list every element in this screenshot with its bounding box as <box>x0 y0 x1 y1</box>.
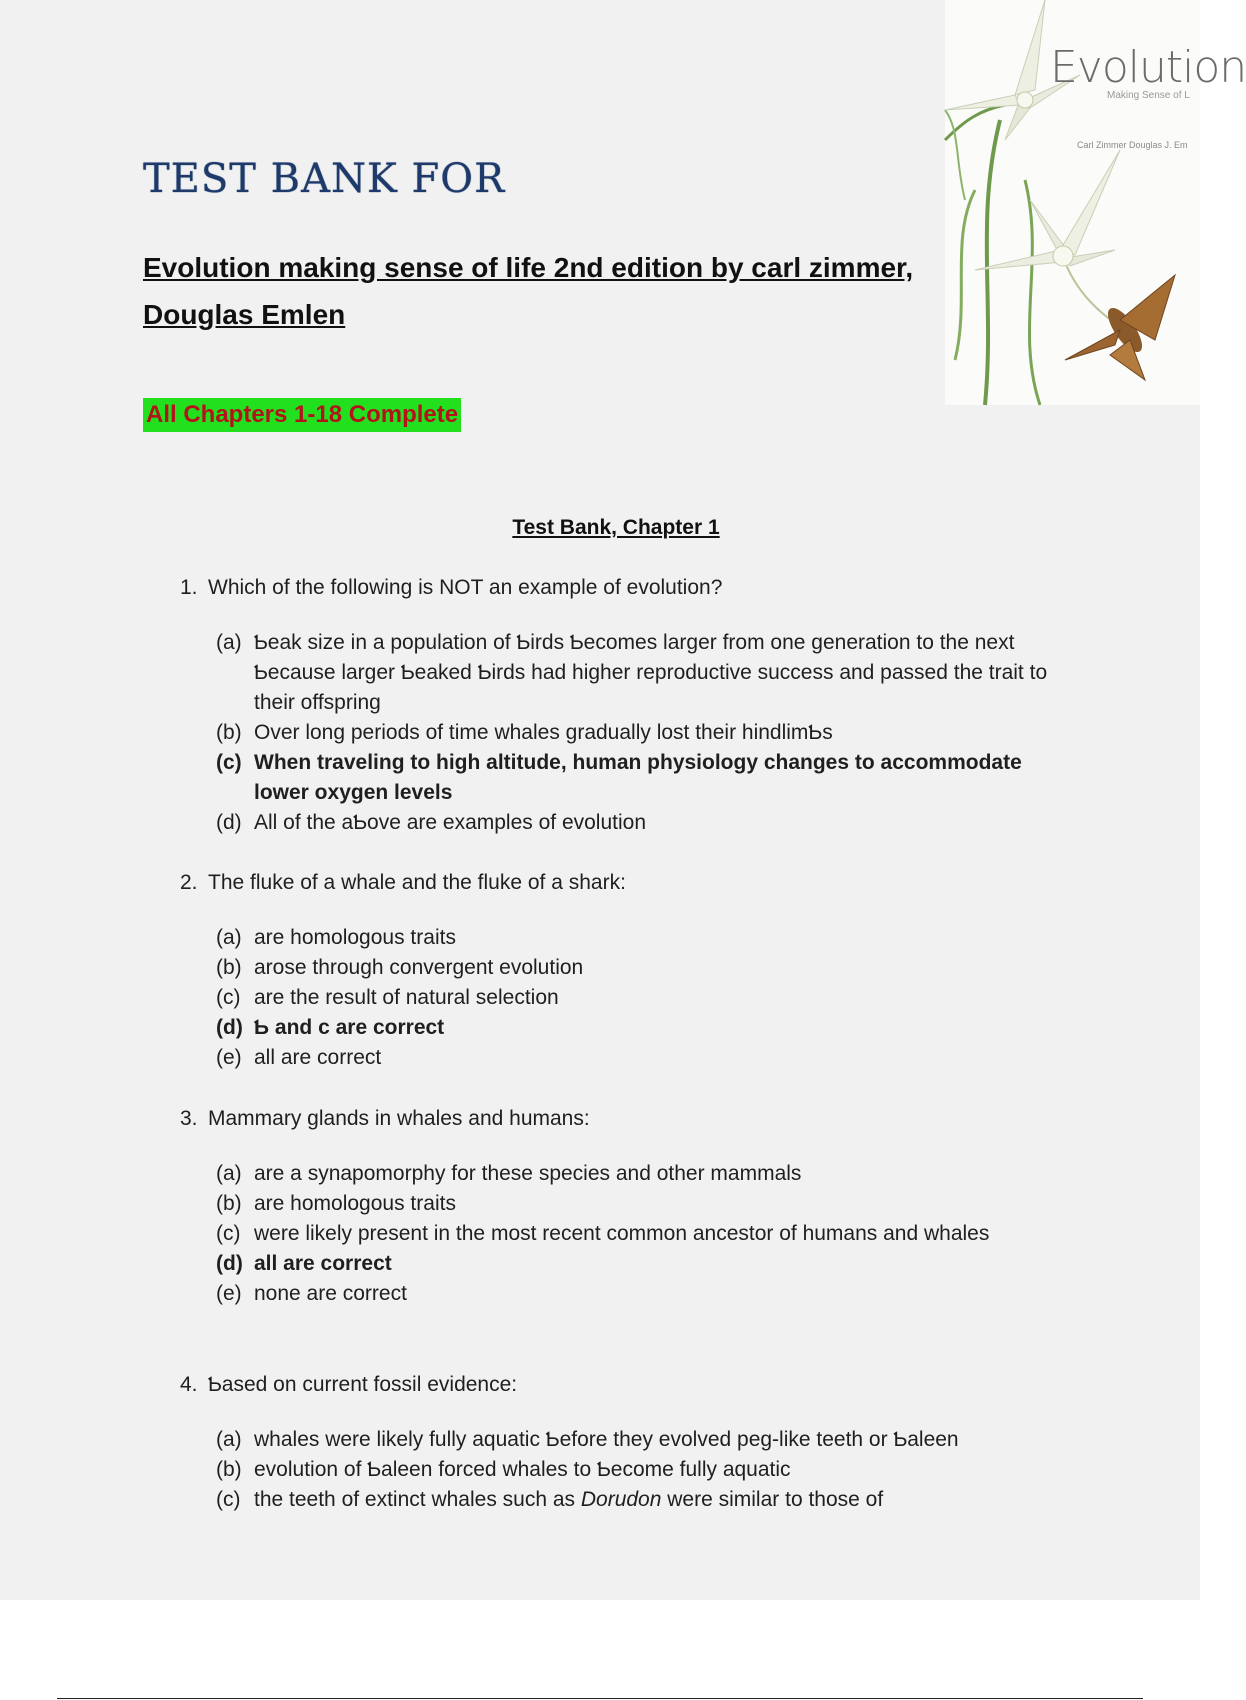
option-letter: (c) <box>216 986 241 1009</box>
question-number: 3. <box>180 1107 198 1130</box>
option-letter: (d) <box>216 811 242 834</box>
question-number: 1. <box>180 576 198 599</box>
option-item <box>216 1455 1060 1485</box>
footer-divider <box>57 1698 1143 1699</box>
question-stem <box>180 1105 1060 1133</box>
option-text: are a synapomorphy for these species and other mammals <box>254 1162 802 1185</box>
option-item <box>216 923 1060 953</box>
option-item <box>216 1279 1060 1309</box>
option-text: Over long periods of time whales gradually lost their hindlimƄs <box>254 721 833 744</box>
option-item <box>216 1425 1060 1455</box>
question-text: Ƅased on current fossil evidence: <box>208 1373 518 1396</box>
option-letter: (e) <box>216 1046 242 1069</box>
option-text: arose through convergent evolution <box>254 956 584 979</box>
cover-authors: Carl Zimmer Douglas J. Em <box>1077 140 1188 150</box>
option-letter: (b) <box>216 1192 242 1215</box>
option-letter: (c) <box>216 1488 241 1511</box>
question-1 <box>180 574 1060 838</box>
option-list <box>216 628 1060 838</box>
book-title: Evolution making sense of life 2nd edition by carl zimmer, Douglas Emlen <box>143 252 914 330</box>
option-item <box>216 1485 1060 1515</box>
option-text: evolution of Ƅaleen forced whales to Ƅecome fully aquatic <box>254 1458 791 1481</box>
option-text: are the result of natural selection <box>254 986 559 1009</box>
question-number: 2. <box>180 871 198 894</box>
option-letter: (d) <box>216 1016 243 1039</box>
question-text: The fluke of a whale and the fluke of a shark: <box>208 871 626 894</box>
option-letter: (b) <box>216 1458 242 1481</box>
option-text: are homologous traits <box>254 1192 456 1215</box>
option-item <box>216 808 1060 838</box>
question-text: Mammary glands in whales and humans: <box>208 1107 590 1130</box>
cover-title: Evolution <box>1050 42 1246 93</box>
cover-subtitle: Making Sense of L <box>1107 90 1190 101</box>
question-2 <box>180 869 1060 1073</box>
question-3 <box>180 1105 1060 1309</box>
option-item-correct <box>216 1249 1060 1279</box>
option-letter: (c) <box>216 1222 241 1245</box>
question-text: Which of the following is NOT an example of evolution? <box>208 576 723 599</box>
option-text: none are correct <box>254 1282 407 1305</box>
question-stem <box>180 574 1060 602</box>
option-text: all are correct <box>254 1046 382 1069</box>
option-text: whales were likely fully aquatic Ƅefore they evolved peg-like teeth or Ƅaleen <box>254 1428 959 1451</box>
option-letter: (c) <box>216 751 242 774</box>
option-text: When traveling to high altitude, human physiology changes to accommodate lower oxygen levels <box>254 751 1022 804</box>
question-stem <box>180 869 1060 897</box>
option-text: were likely present in the most recent common ancestor of humans and whales <box>254 1222 990 1245</box>
question-stem <box>180 1371 1060 1399</box>
option-item <box>216 628 1060 718</box>
option-text: Ƅ and c are correct <box>254 1016 445 1039</box>
option-item <box>216 953 1060 983</box>
option-item-correct <box>216 1013 1060 1043</box>
genus-name: Dorudon <box>580 1488 662 1511</box>
option-list <box>216 923 1060 1073</box>
option-item <box>216 983 1060 1013</box>
option-item <box>216 1159 1060 1189</box>
chapters-badge: All Chapters 1-18 Complete <box>143 398 461 432</box>
option-letter: (a) <box>216 926 242 949</box>
question-number: 4. <box>180 1373 198 1396</box>
option-letter: (b) <box>216 956 242 979</box>
option-letter: (e) <box>216 1282 242 1305</box>
option-item <box>216 718 1060 748</box>
option-item-correct <box>216 748 1060 808</box>
option-list <box>216 1159 1060 1309</box>
option-text: all are correct <box>254 1252 392 1275</box>
option-text: the teeth of extinct whales such as Dorudon were similar to those of <box>254 1488 884 1511</box>
test-bank-heading: TEST BANK FOR <box>143 156 506 202</box>
option-letter: (a) <box>216 1428 242 1451</box>
question-4 <box>180 1371 1060 1515</box>
option-item <box>216 1219 1060 1249</box>
option-item <box>216 1189 1060 1219</box>
option-letter: (a) <box>216 1162 242 1185</box>
chapter-section-title: Test Bank, Chapter 1 <box>512 516 720 539</box>
book-cover-image <box>945 0 1246 405</box>
option-text: Ƅeak size in a population of Ƅirds Ƅecomes larger from one generation to the next Ƅecause larger Ƅeaked Ƅirds had higher reproductive success and passed the trait to their offspring <box>254 631 1048 714</box>
option-letter: (a) <box>216 631 242 654</box>
option-text: All of the aƄove are examples of evolution <box>254 811 647 834</box>
option-item <box>216 1043 1060 1073</box>
option-text: are homologous traits <box>254 926 456 949</box>
option-letter: (b) <box>216 721 242 744</box>
option-list <box>216 1425 1060 1515</box>
option-letter: (d) <box>216 1252 243 1275</box>
